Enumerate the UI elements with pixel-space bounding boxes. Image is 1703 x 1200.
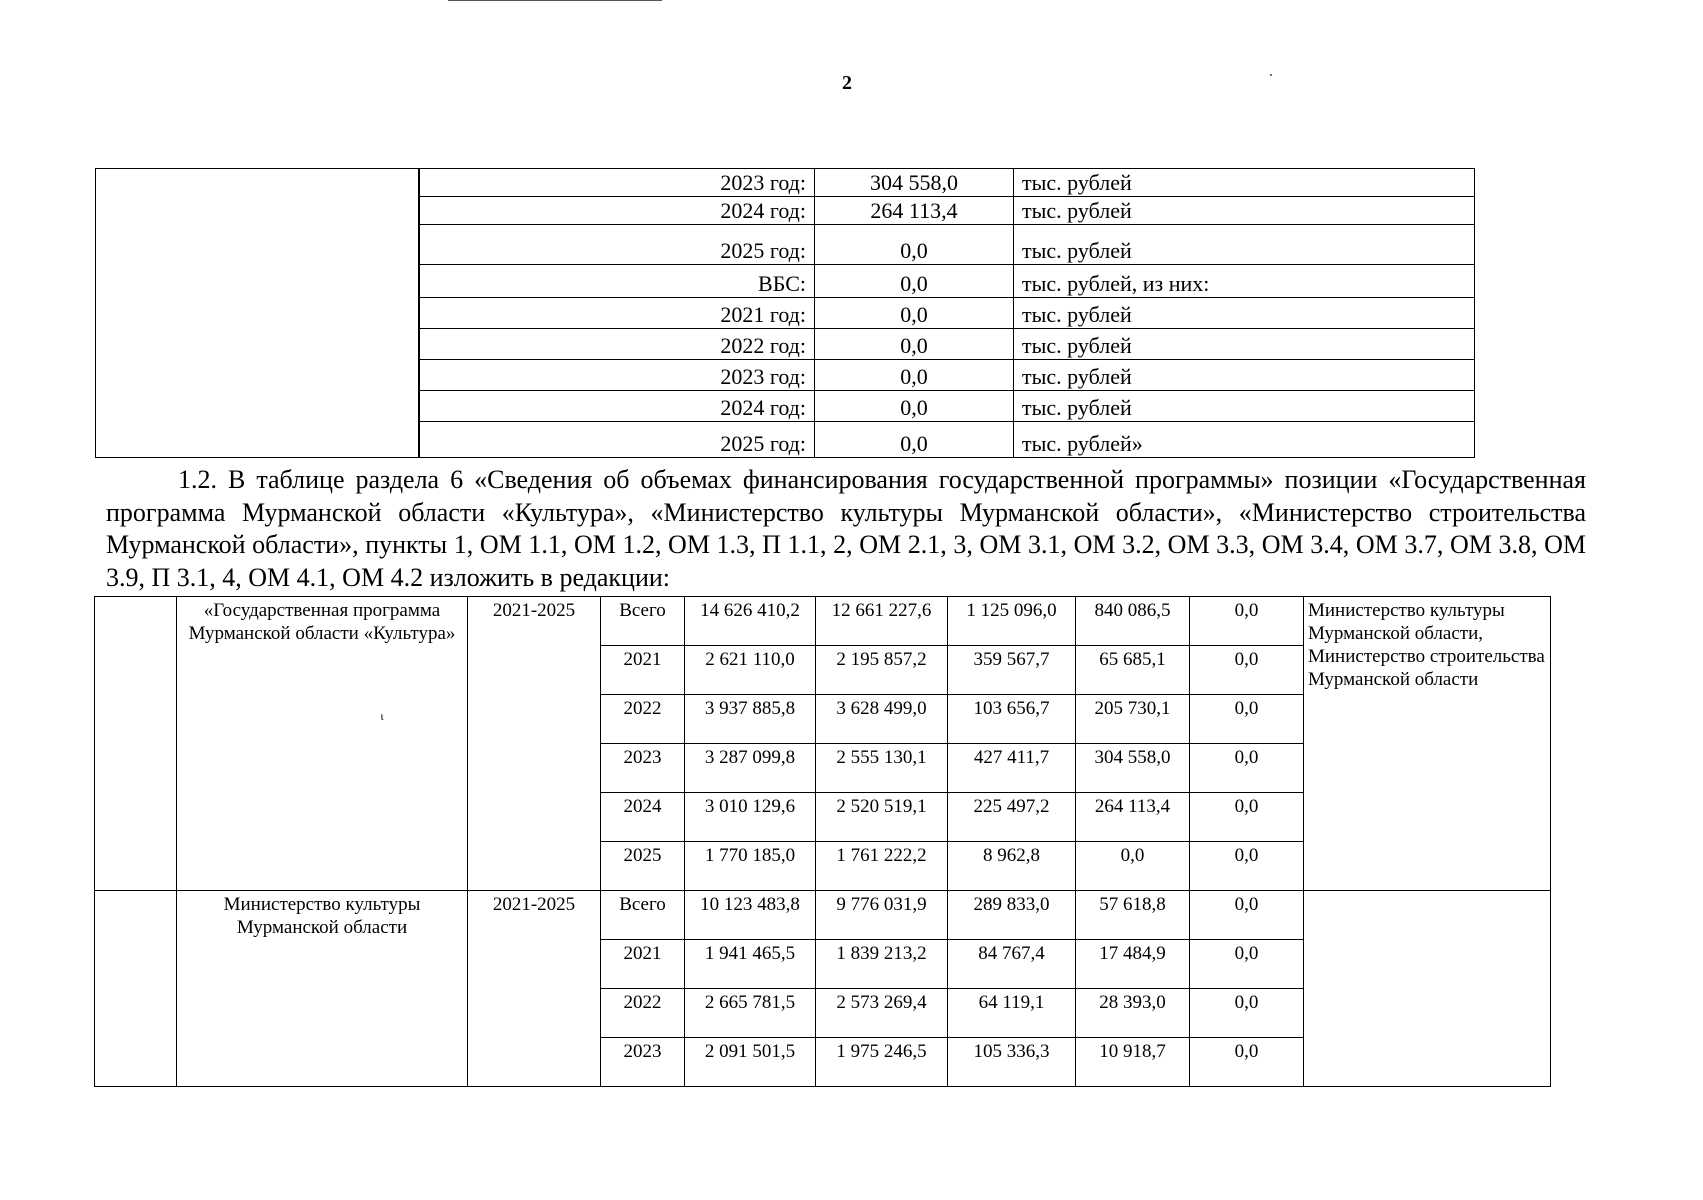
program-funding-table [94,596,1551,1087]
scan-tick-mark: ι [380,709,384,723]
federal-budget-amount: 8 962,8 [948,842,1076,891]
regional-budget-amount: 2 195 857,2 [816,646,948,695]
total-amount: 2 091 501,5 [685,1038,816,1087]
local-budget-amount: 17 484,9 [1076,940,1190,989]
table-row [96,169,1475,197]
regional-budget-amount: 1 839 213,2 [816,940,948,989]
executor-cell-empty [1304,891,1551,1087]
year-cell: 2023 [601,1038,685,1087]
year-label: 2022 год: [419,329,815,360]
federal-budget-amount: 103 656,7 [948,695,1076,744]
federal-budget-amount: 359 567,7 [948,646,1076,695]
program-name-cell [177,597,468,891]
amount-value: 0,0 [815,329,1014,360]
year-cell: 2021 [601,940,685,989]
unit-label: тыс. рублей» [1014,422,1475,458]
page-number: 2 [842,72,852,94]
total-amount: 3 287 099,8 [685,744,816,793]
local-budget-amount: 205 730,1 [1076,695,1190,744]
year-cell: 2025 [601,842,685,891]
year-label: 2025 год: [419,422,815,458]
local-budget-amount: 28 393,0 [1076,989,1190,1038]
ministry-name-cell: Министерство культуры Мурманской области [177,891,468,1087]
extrabudget-amount: 0,0 [1190,989,1304,1038]
total-amount: 10 123 483,8 [685,891,816,940]
total-amount: 1 770 185,0 [685,842,816,891]
amendment-paragraph: 1.2. В таблице раздела 6 «Сведения об объемах финансирования государственной программы» позиции «Государственная программа Мурманской области «Культура», «Министерство культуры Мурманской области», «Министерство строительства Мурманской области», пункты 1, ОМ 1.1, ОМ 1.2, ОМ 1.3, П 1.1, 2, ОМ 2.1, 3, ОМ 3.1, ОМ 3.2, ОМ 3.3, ОМ 3.4, ОМ 3.7, ОМ 3.8, ОМ 3.9, П 3.1, 4, ОМ 4.1, ОМ 4.2 изложить в редакции: [106,465,1586,592]
local-budget-amount: 57 618,8 [1076,891,1190,940]
federal-budget-amount: 1 125 096,0 [948,597,1076,646]
total-amount: 2 621 110,0 [685,646,816,695]
year-cell: 2022 [601,695,685,744]
year-cell: 2023 [601,744,685,793]
unit-label: тыс. рублей [1014,197,1475,225]
merged-empty-cell [95,597,177,891]
regional-budget-amount: 2 555 130,1 [816,744,948,793]
federal-budget-amount: 105 336,3 [948,1038,1076,1087]
extrabudget-amount: 0,0 [1190,891,1304,940]
merged-empty-cell [95,891,177,1087]
year-label: 2024 год: [419,391,815,422]
regional-budget-amount: 9 776 031,9 [816,891,948,940]
federal-budget-amount: 84 767,4 [948,940,1076,989]
unit-label: тыс. рублей [1014,298,1475,329]
year-label: 2023 год: [419,360,815,391]
federal-budget-amount: 64 119,1 [948,989,1076,1038]
extrabudget-amount: 0,0 [1190,744,1304,793]
amount-value: 0,0 [815,225,1014,265]
source-label: ВБС: [419,265,815,298]
extrabudget-amount: 0,0 [1190,1038,1304,1087]
local-budget-amount: 10 918,7 [1076,1038,1190,1087]
period-cell: 2021-2025 [468,891,601,1087]
federal-budget-amount: 225 497,2 [948,793,1076,842]
year-cell: Всего [601,891,685,940]
local-budget-amount: 65 685,1 [1076,646,1190,695]
regional-budget-amount: 12 661 227,6 [816,597,948,646]
total-amount: 3 010 129,6 [685,793,816,842]
total-amount: 14 626 410,2 [685,597,816,646]
table-row [95,597,1551,646]
year-cell: 2024 [601,793,685,842]
extrabudget-amount: 0,0 [1190,597,1304,646]
extrabudget-amount: 0,0 [1190,793,1304,842]
amount-value: 0,0 [815,360,1014,391]
federal-budget-amount: 427 411,7 [948,744,1076,793]
total-amount: 2 665 781,5 [685,989,816,1038]
extrabudget-amount: 0,0 [1190,842,1304,891]
regional-budget-amount: 1 975 246,5 [816,1038,948,1087]
scan-mark [448,0,662,4]
unit-label: тыс. рублей, из них: [1014,265,1475,298]
amount-value: 0,0 [815,298,1014,329]
scan-speck [1270,74,1272,76]
year-label: 2023 год: [419,169,815,197]
program-name: «Государственная программа Мурманской области «Культура» [188,600,456,644]
unit-label: тыс. рублей [1014,225,1475,265]
regional-budget-amount: 1 761 222,2 [816,842,948,891]
regional-budget-amount: 2 573 269,4 [816,989,948,1038]
merged-empty-cell [96,169,420,458]
amount-value: 0,0 [815,391,1014,422]
local-budget-amount: 264 113,4 [1076,793,1190,842]
year-label: 2025 год: [419,225,815,265]
local-budget-amount: 0,0 [1076,842,1190,891]
year-cell: 2022 [601,989,685,1038]
unit-label: тыс. рублей [1014,329,1475,360]
unit-label: тыс. рублей [1014,391,1475,422]
total-amount: 1 941 465,5 [685,940,816,989]
amount-value: 0,0 [815,422,1014,458]
extrabudget-amount: 0,0 [1190,695,1304,744]
year-label: 2024 год: [419,197,815,225]
executor-cell: Министерство культуры Мурманской области, Министерство строительства Мурманской области [1304,597,1551,891]
unit-label: тыс. рублей [1014,169,1475,197]
amount-value: 0,0 [815,265,1014,298]
period-cell: 2021-2025 [468,597,601,891]
local-budget-amount: 840 086,5 [1076,597,1190,646]
year-cell: Всего [601,597,685,646]
regional-budget-amount: 2 520 519,1 [816,793,948,842]
year-cell: 2021 [601,646,685,695]
regional-budget-amount: 3 628 499,0 [816,695,948,744]
local-budget-amount: 304 558,0 [1076,744,1190,793]
year-label: 2021 год: [419,298,815,329]
federal-budget-amount: 289 833,0 [948,891,1076,940]
amount-value: 264 113,4 [815,197,1014,225]
unit-label: тыс. рублей [1014,360,1475,391]
amount-value: 304 558,0 [815,169,1014,197]
extrabudget-amount: 0,0 [1190,646,1304,695]
total-amount: 3 937 885,8 [685,695,816,744]
funding-summary-table [95,168,1475,458]
table-row [95,891,1551,940]
extrabudget-amount: 0,0 [1190,940,1304,989]
